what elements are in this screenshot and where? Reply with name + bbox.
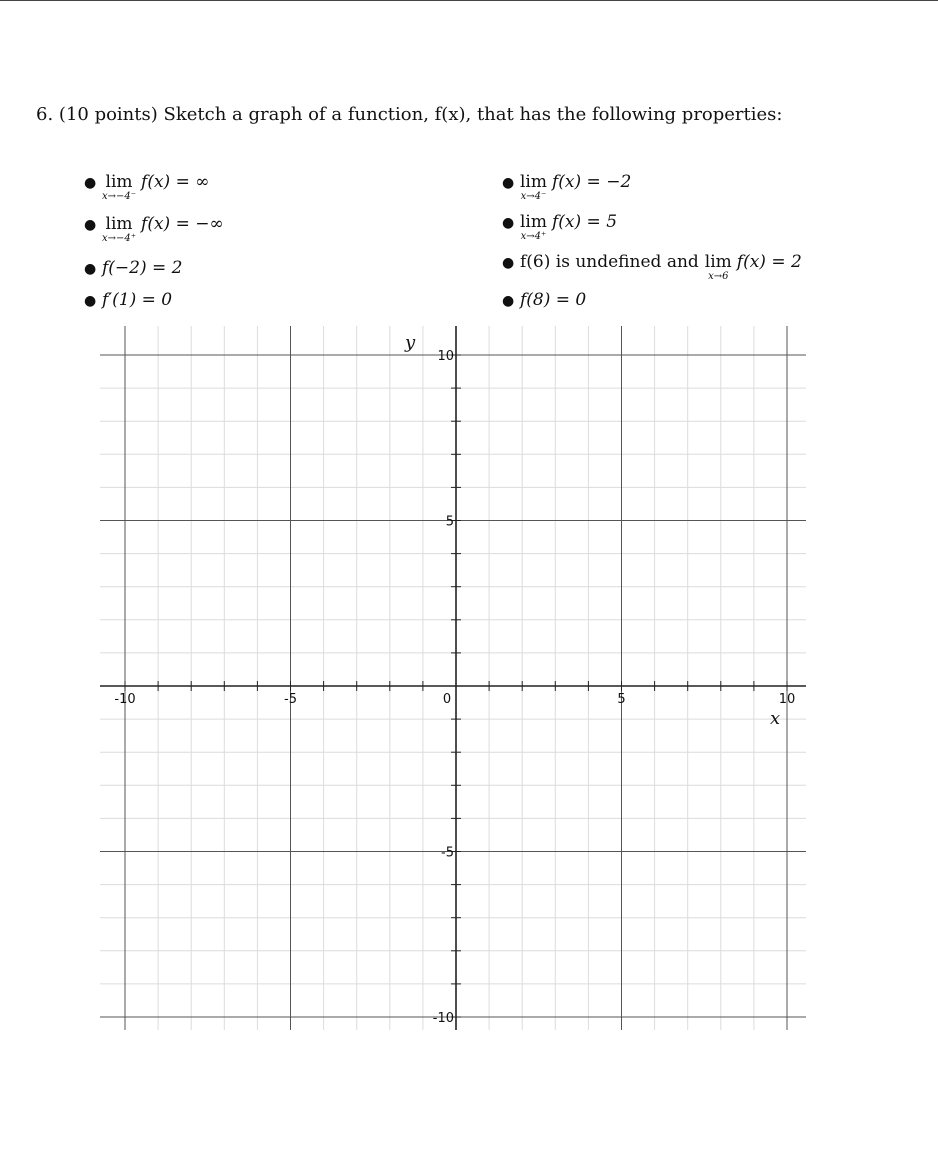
x-axis-label: x <box>770 708 781 729</box>
bullet-icon: ● <box>84 261 97 277</box>
bullet-icon: ● <box>502 215 515 231</box>
lim-subscript: x→−4⁻ <box>102 191 137 202</box>
x-tick-label: 0 <box>442 692 452 707</box>
property-expression: f(x) = 2 <box>736 252 802 272</box>
bullet-icon: ● <box>502 255 515 271</box>
lim-subscript: x→−4⁺ <box>102 233 137 244</box>
axes <box>100 326 806 1030</box>
property-prefix: f(6) is undefined and <box>520 252 699 272</box>
y-tick-label: -5 <box>441 845 454 861</box>
lim-word: lim <box>520 212 547 232</box>
question-points: (10 points) <box>58 104 158 125</box>
y-tick-label: 5 <box>445 514 454 530</box>
property-expression: f(x) = ∞ <box>141 172 210 192</box>
x-tick-label: 10 <box>778 692 796 707</box>
property-expression: f(8) = 0 <box>520 290 587 310</box>
lim-word: lim <box>704 252 732 272</box>
bullet-icon: ● <box>502 293 515 309</box>
question-body: Sketch a graph of a function, f(x), that has the following properties: <box>163 104 783 125</box>
property-expression: f(−2) = 2 <box>102 258 183 278</box>
bullet-icon: ● <box>502 175 515 191</box>
bullet-icon: ● <box>84 175 97 191</box>
bullet-icon: ● <box>84 217 97 233</box>
lim-word: lim <box>105 214 133 234</box>
major-grid-lines <box>100 326 806 1030</box>
x-tick-label: -10 <box>114 692 136 707</box>
axis-tick-labels <box>114 349 795 1026</box>
lim-subscript: x→4⁺ <box>520 231 547 242</box>
property-expression: f(x) = −2 <box>552 172 632 192</box>
property-expression: f(x) = −∞ <box>141 214 224 234</box>
question-number: 6. <box>36 104 54 125</box>
lim-word: lim <box>520 172 547 192</box>
y-tick-label: 10 <box>437 349 454 364</box>
property-expression: f′(1) = 0 <box>102 290 173 310</box>
minor-grid-lines <box>100 326 806 1030</box>
lim-subscript: x→6 <box>708 271 729 282</box>
property-expression: f(x) = 5 <box>552 212 618 232</box>
x-tick-label: 5 <box>617 692 626 707</box>
bullet-icon: ● <box>84 293 97 309</box>
lim-word: lim <box>105 172 133 192</box>
y-tick-label: -10 <box>432 1011 454 1026</box>
lim-subscript: x→4⁻ <box>520 191 547 202</box>
x-tick-label: -5 <box>284 692 297 707</box>
y-axis-label: y <box>405 332 416 353</box>
